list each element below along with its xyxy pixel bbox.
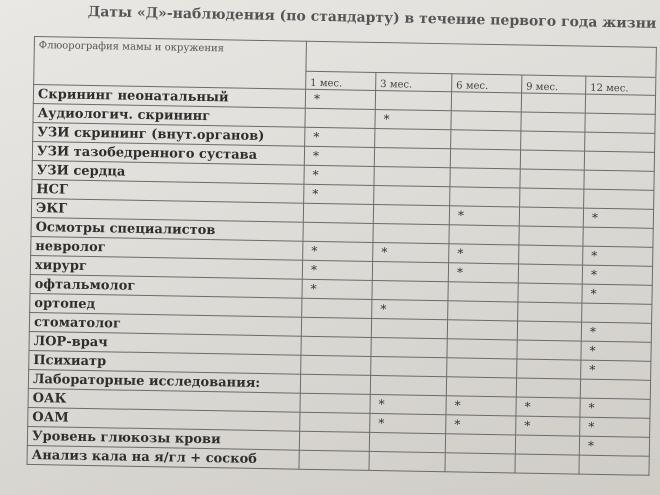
schedule-cell bbox=[301, 355, 371, 375]
schedule-cell bbox=[518, 283, 582, 303]
schedule-cell bbox=[445, 453, 515, 473]
schedule-cell bbox=[450, 187, 520, 207]
schedule-cell bbox=[517, 321, 581, 341]
row-label: ЛОР-врач bbox=[29, 331, 301, 355]
schedule-cell bbox=[375, 128, 451, 148]
schedule-cell: * bbox=[581, 341, 651, 361]
schedule-cell bbox=[373, 204, 449, 224]
schedule-cell: * bbox=[373, 242, 449, 262]
schedule-cell: * bbox=[580, 398, 650, 418]
schedule-cell bbox=[519, 226, 583, 246]
schedule-cell bbox=[582, 303, 652, 323]
schedule-cell: * bbox=[302, 260, 372, 280]
schedule-cell: * bbox=[305, 127, 375, 147]
row-label: Психиатр bbox=[29, 350, 301, 374]
schedule-cell bbox=[303, 222, 373, 242]
row-label: Скрининг неонатальный bbox=[33, 85, 305, 109]
schedule-cell: * bbox=[516, 416, 580, 436]
row-label: невролог bbox=[31, 236, 303, 260]
schedule-cell bbox=[299, 450, 369, 470]
schedule-cell bbox=[450, 168, 520, 188]
schedule-cell bbox=[448, 301, 518, 321]
schedule-cell: * bbox=[449, 206, 519, 226]
schedule-cell bbox=[445, 434, 515, 454]
schedule-cell: * bbox=[304, 184, 374, 204]
schedule-cell bbox=[300, 412, 370, 432]
schedule-cell: * bbox=[449, 244, 519, 264]
schedule-cell: * bbox=[304, 146, 374, 166]
schedule-cell: * bbox=[305, 89, 375, 109]
header-label-cell: Флюорография мамы и окружения bbox=[34, 37, 307, 90]
schedule-cell: * bbox=[583, 246, 653, 266]
schedule-cell bbox=[521, 131, 585, 151]
schedule-cell bbox=[520, 150, 584, 170]
observation-schedule-table bbox=[27, 36, 657, 476]
schedule-cell: * bbox=[583, 208, 653, 228]
schedule-cell bbox=[371, 337, 447, 357]
row-label: Уровень глюкозы крови bbox=[27, 426, 299, 450]
schedule-cell bbox=[579, 455, 649, 475]
schedule-cell: * bbox=[446, 396, 516, 416]
row-label: ОАК bbox=[28, 388, 300, 412]
row-label: Анализ кала на я/гл + соскоб bbox=[27, 445, 299, 469]
schedule-cell bbox=[584, 170, 654, 190]
schedule-cell: * bbox=[579, 436, 649, 456]
schedule-cell bbox=[515, 454, 579, 474]
schedule-cell bbox=[517, 340, 581, 360]
schedule-cell bbox=[301, 336, 371, 356]
schedule-cell bbox=[518, 264, 582, 284]
row-label: Аудиологич. скрининг bbox=[33, 103, 305, 127]
row-label: хирург bbox=[30, 255, 302, 279]
schedule-cell bbox=[580, 379, 650, 399]
schedule-cell: * bbox=[581, 322, 651, 342]
schedule-cell: * bbox=[516, 397, 580, 417]
row-label: ЭКГ bbox=[31, 198, 303, 222]
schedule-cell: * bbox=[375, 109, 451, 129]
schedule-cell: * bbox=[446, 415, 516, 435]
schedule-cell: * bbox=[581, 360, 651, 380]
schedule-cell bbox=[518, 302, 582, 322]
schedule-cell bbox=[371, 318, 447, 338]
row-label: ортопед bbox=[30, 293, 302, 317]
month-header: 6 мес. bbox=[452, 74, 522, 93]
schedule-cell bbox=[520, 188, 584, 208]
schedule-cell bbox=[516, 378, 580, 398]
schedule-cell: * bbox=[582, 265, 652, 285]
schedule-cell bbox=[520, 169, 584, 189]
schedule-cell bbox=[584, 189, 654, 209]
schedule-cell bbox=[375, 90, 451, 110]
schedule-cell: * bbox=[372, 299, 448, 319]
schedule-cell bbox=[451, 111, 521, 131]
schedule-cell bbox=[374, 166, 450, 186]
schedule-cell bbox=[372, 280, 448, 300]
schedule-cell: * bbox=[304, 165, 374, 185]
schedule-cell bbox=[371, 356, 447, 376]
schedule-cell: * bbox=[580, 417, 650, 437]
schedule-cell bbox=[517, 359, 581, 379]
schedule-cell bbox=[372, 261, 448, 281]
schedule-cell bbox=[451, 130, 521, 150]
schedule-cell bbox=[374, 185, 450, 205]
schedule-cell bbox=[584, 151, 654, 171]
schedule-cell bbox=[303, 203, 373, 223]
table-body bbox=[27, 37, 656, 476]
schedule-cell bbox=[451, 92, 521, 112]
schedule-cell bbox=[301, 317, 371, 337]
row-label: УЗИ скрининг (внут.органов) bbox=[33, 122, 305, 146]
schedule-cell: * bbox=[302, 279, 372, 299]
row-label: ОАМ bbox=[28, 407, 300, 431]
schedule-cell bbox=[302, 298, 372, 318]
month-header: 1 мес. bbox=[306, 71, 376, 90]
schedule-cell bbox=[448, 282, 518, 302]
month-header: 3 мес. bbox=[376, 72, 452, 91]
month-header: 9 мес. bbox=[522, 75, 586, 94]
schedule-cell bbox=[521, 112, 585, 132]
schedule-cell bbox=[305, 108, 375, 128]
schedule-cell bbox=[299, 431, 369, 451]
schedule-cell bbox=[447, 320, 517, 340]
schedule-cell bbox=[370, 375, 446, 395]
month-header: 12 мес. bbox=[586, 76, 656, 95]
row-label: Лабораторные исследования: bbox=[28, 369, 300, 393]
schedule-cell bbox=[369, 451, 445, 471]
schedule-cell bbox=[374, 147, 450, 167]
schedule-cell bbox=[300, 374, 370, 394]
row-label: УЗИ тазобедренного сустава bbox=[32, 141, 304, 165]
schedule-cell bbox=[515, 435, 579, 455]
schedule-cell bbox=[369, 432, 445, 452]
schedule-cell bbox=[447, 358, 517, 378]
schedule-cell bbox=[447, 339, 517, 359]
schedule-cell bbox=[449, 225, 519, 245]
row-label: офтальмолог bbox=[30, 274, 302, 298]
schedule-cell bbox=[519, 207, 583, 227]
row-label: НСГ bbox=[32, 179, 304, 203]
schedule-cell bbox=[450, 149, 520, 169]
schedule-cell: * bbox=[303, 241, 373, 261]
row-label: Осмотры специалистов bbox=[31, 217, 303, 241]
schedule-cell bbox=[585, 132, 655, 152]
schedule-cell bbox=[585, 94, 655, 114]
schedule-cell bbox=[373, 223, 449, 243]
schedule-cell: * bbox=[582, 284, 652, 304]
schedule-cell bbox=[585, 113, 655, 133]
schedule-cell bbox=[519, 245, 583, 265]
schedule-cell: * bbox=[448, 263, 518, 283]
row-label: УЗИ сердца bbox=[32, 160, 304, 184]
schedule-cell: * bbox=[370, 413, 446, 433]
observation-schedule-sheet bbox=[27, 36, 656, 476]
schedule-cell: * bbox=[370, 394, 446, 414]
schedule-cell bbox=[583, 227, 653, 247]
schedule-cell bbox=[521, 93, 585, 113]
schedule-cell bbox=[300, 393, 370, 413]
document-title: Даты «Д»-наблюдения (по стандарту) в течение первого года жизни bbox=[87, 4, 657, 32]
schedule-cell bbox=[446, 377, 516, 397]
row-label: стоматолог bbox=[29, 312, 301, 336]
